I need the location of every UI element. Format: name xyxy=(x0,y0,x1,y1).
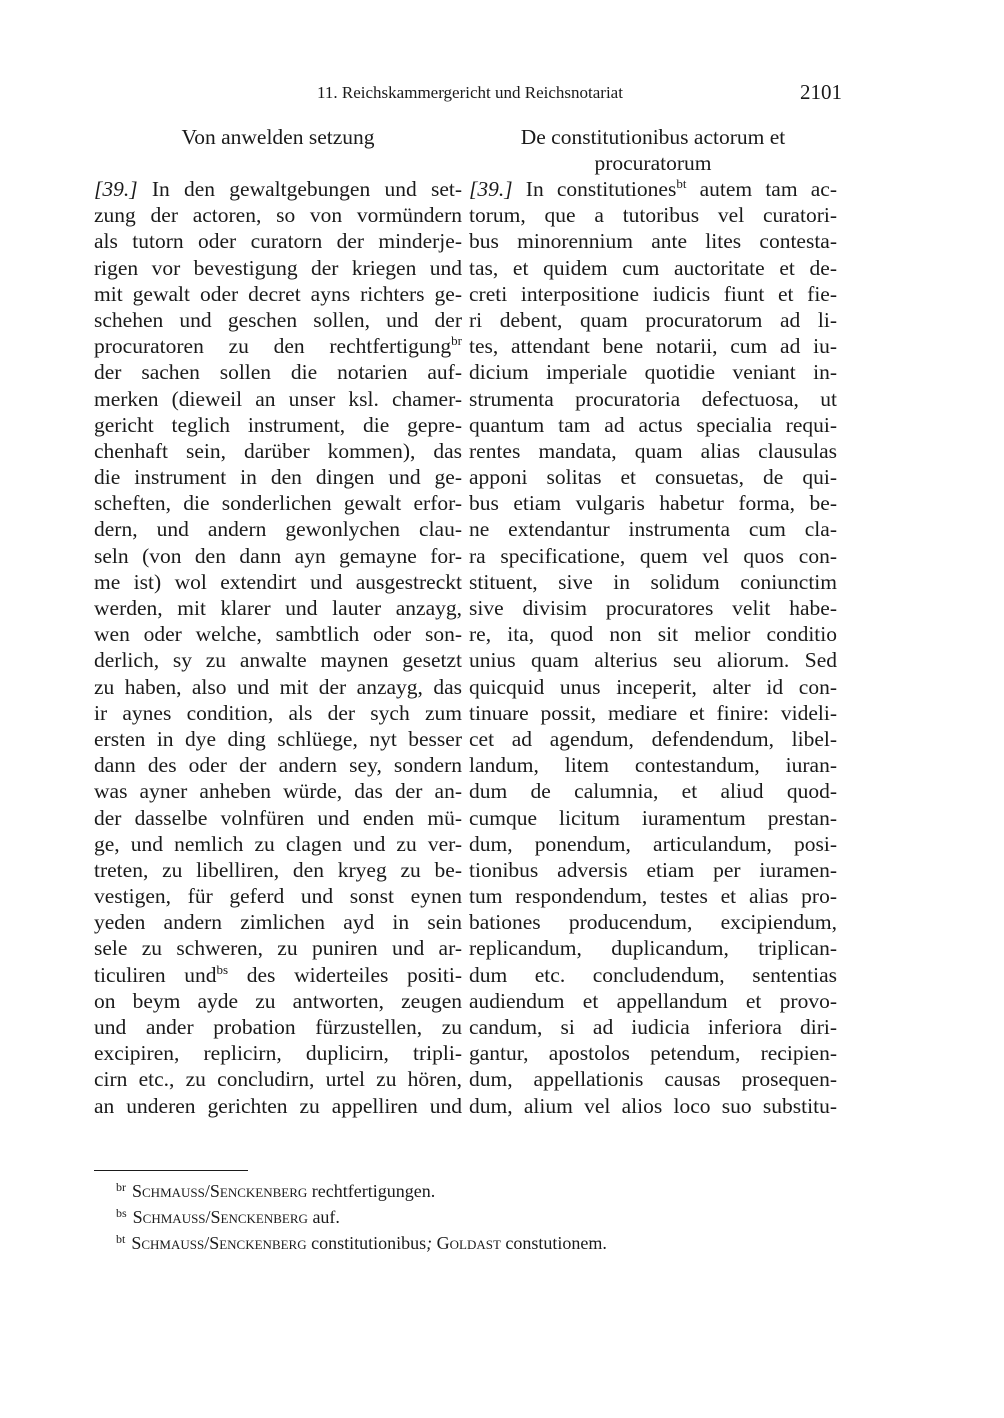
text-line: dann des oder der andern sey, sondern xyxy=(94,753,462,778)
footnote-key: bt xyxy=(116,1232,126,1246)
text-line: tas, et quidem cum auctoritate et de- xyxy=(469,255,837,280)
text-line: chenhaft sein, darüber kommen), das xyxy=(94,438,462,463)
text-line: [39.] In den gewaltgebungen und set- xyxy=(94,177,462,201)
text-line: die instrument in den dingen und ge- xyxy=(94,465,462,490)
footnote-rule xyxy=(94,1170,248,1171)
text-line: ne extendantur instrumenta cum cla- xyxy=(469,517,837,542)
text-line: was ayner anheben würde, das der an- xyxy=(94,779,462,804)
page-number: 2101 xyxy=(800,80,842,104)
text-line: rentes mandata, quam alias clausulas xyxy=(469,438,837,463)
footnote-marker: bt xyxy=(676,176,687,191)
text-line: torum, que a tutoribus vel curatori- xyxy=(469,203,837,228)
german-column-heading xyxy=(94,124,462,176)
footnote xyxy=(116,1178,836,1204)
text-line: dum etc. concludendum, sententias xyxy=(469,962,837,987)
text-line: merken (dieweil an unser ksl. chamer- xyxy=(94,386,462,411)
footnote-source: Goldast xyxy=(432,1233,501,1253)
text-line: tionibus adversis etiam per iuramen- xyxy=(469,857,837,882)
text-line: an underen gerichten zu appelliren und xyxy=(94,1093,462,1118)
footnote-source: Schmauss/Senckenberg xyxy=(132,1181,308,1201)
text-line: bationes producendum, excipiendum, xyxy=(469,910,837,935)
text-line: werden, mit klarer und lauter anzayg, xyxy=(94,596,462,620)
text-line: me ist) wol extendirt und ausgestreckt xyxy=(94,569,462,594)
text-line: audiendum et appellandum et provo- xyxy=(469,988,837,1013)
text-line: tes, attendant bene notarii, cum ad iu- xyxy=(469,334,837,359)
footnote-text: constutionem. xyxy=(500,1233,607,1253)
text-line: strumenta procuratoria defectuosa, ut xyxy=(469,386,837,411)
text-line: ir aynes condition, als der sych zum xyxy=(94,700,462,725)
footnote xyxy=(116,1230,836,1256)
text-line: gericht teglich instrument, die gepre- xyxy=(94,412,462,437)
text-line: creti interpositione iudicis fiunt et fie- xyxy=(469,281,837,306)
text-line: sive divisim procuratores velit habe- xyxy=(469,596,837,620)
text-line: tum respondendum, testes et alias pro- xyxy=(469,884,837,909)
footnote-marker: bs xyxy=(216,961,229,977)
text-line: dern, und andern gewonlychen clau- xyxy=(94,517,462,542)
footnote-text: auf. xyxy=(307,1207,340,1227)
text-line: dum de calumnia, et aliud quod- xyxy=(469,779,837,804)
text-line: mit gewalt oder decret ayns richters ge- xyxy=(94,281,462,306)
text-line: dum, ponendum, articulandum, posi- xyxy=(469,831,837,856)
text-line: der sachen sollen die notarien auf- xyxy=(94,360,462,385)
text-line: yeden andern zimlichen ayd in sein xyxy=(94,910,462,935)
text-line: ri debent, quam procuratorum ad li- xyxy=(469,307,837,332)
footnote-source: Schmauss/Senckenberg xyxy=(131,1233,307,1253)
text-line: re, ita, quod non sit melior conditio xyxy=(469,622,837,647)
text-line: excipiren, replicirn, duplicirn, tripli- xyxy=(94,1041,462,1066)
text-line: bus minorennium ante lites contesta- xyxy=(469,229,837,254)
text-line: cirn etc., zu concludirn, urtel zu hören, xyxy=(94,1067,462,1092)
text-line: apponi solitas et consuetas, de qui- xyxy=(469,465,837,490)
text-line: sele zu schweren, zu puniren und ar- xyxy=(94,936,462,961)
footnotes xyxy=(116,1178,836,1256)
footnote-key: bs xyxy=(116,1206,127,1220)
footnote-marker: br xyxy=(451,333,462,349)
german-column xyxy=(94,124,462,1119)
text-line: quicquid unus inceperit, alter id con- xyxy=(469,674,837,699)
text-line: unius quam alterius seu aliorum. Sed xyxy=(469,648,837,673)
text-line: treten, zu libelliren, den kryeg zu be- xyxy=(94,857,462,882)
running-title: 11. Reichskammergericht und Reichsnotariat xyxy=(317,83,623,102)
text-line: als tutorn oder curatorn der minderje- xyxy=(94,229,462,254)
text-line: ra specificatione, quem vel quos con- xyxy=(469,543,837,568)
running-head xyxy=(94,80,846,110)
footnote xyxy=(116,1204,836,1230)
german-column-text xyxy=(94,176,462,1119)
text-line: gantur, apostolos petendum, recipien- xyxy=(469,1041,837,1066)
text-line: replicandum, duplicandum, triplican- xyxy=(469,936,837,961)
text-line: der dasselbe volnfüren und enden mü- xyxy=(94,805,462,830)
text-line: dum, appellationis causas prosequen- xyxy=(469,1067,837,1092)
latin-heading-line-1: De constitutionibus actorum et xyxy=(520,125,786,149)
text-line: dicium imperiale quotidie veniant in- xyxy=(469,360,837,385)
text-line: zung der actoren, so von vormündern xyxy=(94,203,462,228)
text-line: schehen und geschen sollen, und der xyxy=(94,307,462,332)
latin-column xyxy=(469,124,837,1119)
text-line: und ander probation fürzustellen, zu xyxy=(94,1015,462,1039)
footnote-key: br xyxy=(116,1180,126,1194)
text-line: candum, si ad iudicia inferiora diri- xyxy=(469,1015,837,1039)
footnote-separator: ; xyxy=(426,1233,433,1253)
text-line: quantum tam ad actus specialia requi- xyxy=(469,412,837,437)
text-line: [39.] In constitutiones$^{bt}$ autem tam ac- xyxy=(469,176,837,201)
text-line: stituent, sive in solidum coniunctim xyxy=(469,569,837,594)
text-line: cet ad agendum, defendendum, libel- xyxy=(469,726,837,751)
latin-column-heading xyxy=(469,124,837,176)
text-line: ge, und nemlich zu clagen und zu ver- xyxy=(94,831,462,856)
text-line: ticuliren und$^{bs}$ des widerteiles positi- xyxy=(94,961,462,987)
section-number: [39.] xyxy=(469,177,513,201)
text-line: dum, alium vel alios loco suo substitu- xyxy=(469,1093,837,1118)
text-line: tinuare possit, mediare et finire: videli- xyxy=(469,700,837,725)
text-line: procuratoren zu den rechtfertigung$^{br}$ xyxy=(94,333,462,359)
text-line: scheften, die sonderlichen gewalt erfor- xyxy=(94,491,462,516)
german-heading-text: Von anwelden setzung xyxy=(181,125,375,149)
footnote-text: constitutionibus xyxy=(306,1233,427,1253)
text-line: on beym ayde zu antworten, zeugen xyxy=(94,988,462,1013)
latin-column-text xyxy=(469,176,837,1119)
text-line: bus etiam vulgaris habetur forma, be- xyxy=(469,491,837,516)
text-line: vestigen, für geferd und sonst eynen xyxy=(94,884,462,909)
text-line: ersten in dye ding schlüege, nyt besser xyxy=(94,726,462,751)
footnote-source: Schmauss/Senckenberg xyxy=(132,1207,308,1227)
text-line: derlich, sy zu anwalte maynen gesetzt xyxy=(94,648,462,673)
text-line: rigen vor bevestigung der kriegen und xyxy=(94,255,462,280)
latin-heading-line-2: procuratorum xyxy=(594,151,712,175)
text-line: wen oder welche, sambtlich oder son- xyxy=(94,622,462,647)
text-line: seln (von den dann ayn gemayne for- xyxy=(94,543,462,568)
footnote-text: rechtfertigungen. xyxy=(307,1181,436,1201)
text-line: zu haben, also und mit der anzayg, das xyxy=(94,674,462,699)
text-line: cumque licitum iuramentum prestan- xyxy=(469,805,837,830)
text-line: landum, litem contestandum, iuran- xyxy=(469,753,837,778)
section-number: [39.] xyxy=(94,177,138,201)
